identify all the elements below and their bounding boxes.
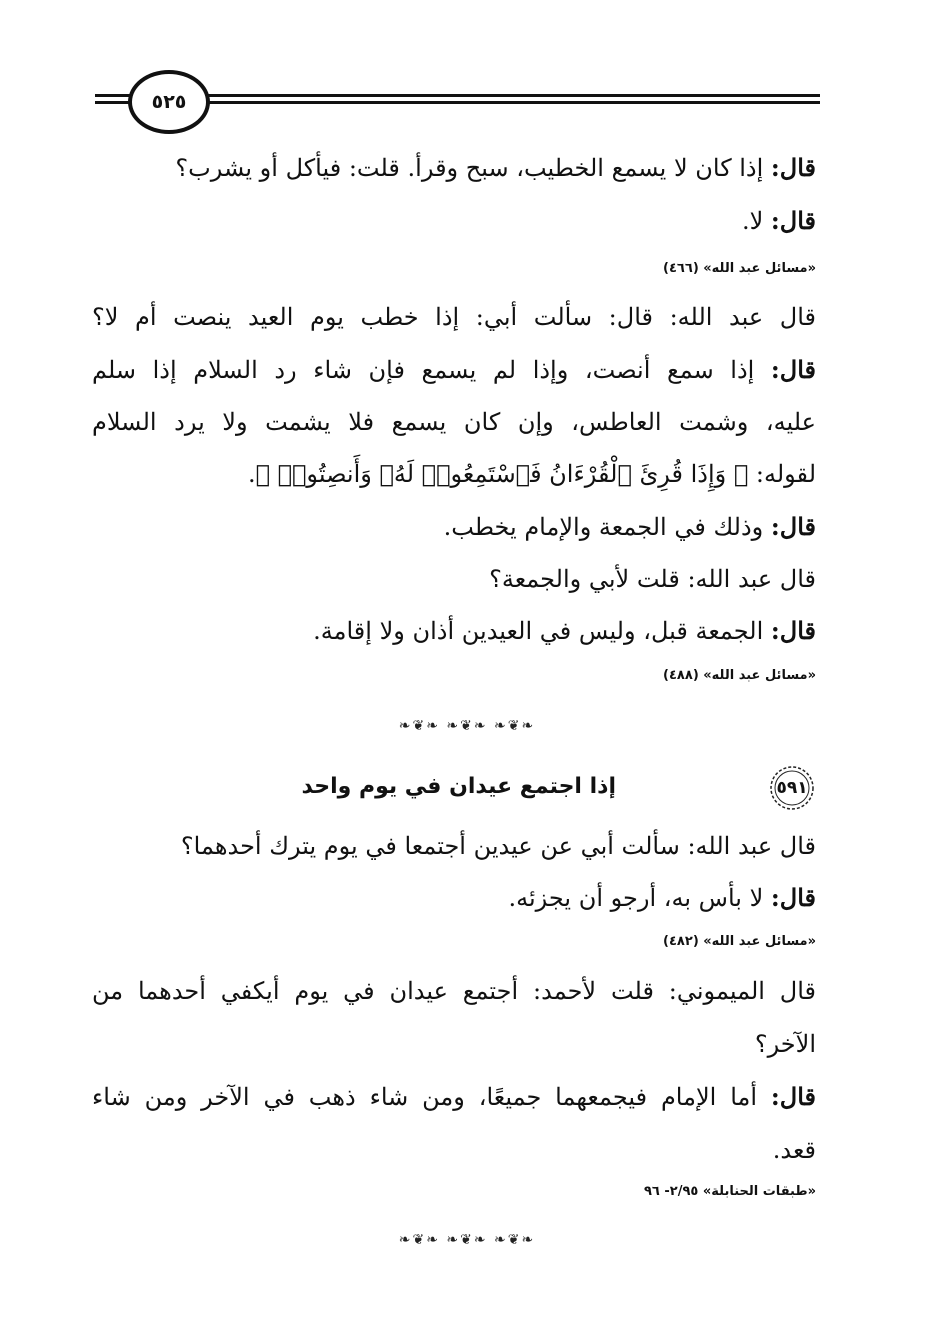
text-line [742,201,816,241]
section-number: ٥٩١ [776,778,808,798]
source-citation: «طبقات الحنابلة» ٢/٩٥- ٩٦ [643,1184,816,1199]
text-line [313,611,816,651]
text-line: قال عبد الله: قال: سألت أبي: إذا خطب يوم العيد ينصت أم لا؟ [92,303,816,331]
section-number-badge [768,764,816,812]
source-citation: «مسائل عبد الله» (٤٨٨) [663,668,816,683]
speaker-label: قال: [770,206,816,235]
line-text: إذا سمع أنصت، وإذا لم يسمع فإن شاء رد السلام إذا سلم [92,356,771,384]
page-header [95,70,820,130]
section-divider-ornament: ❧❦❧ ❧❦❧ ❧❦❧ [398,1232,536,1248]
line-text: أما الإمام فيجمعهما جميعًا، ومن شاء ذهب في الآخر ومن شاء [92,1083,771,1111]
page-number [128,70,210,134]
line-text: الجمعة قبل، وليس في العيدين أذان ولا إقامة. [313,617,771,645]
speaker-label: قال: [770,883,816,912]
line-text: إذا كان لا يسمع الخطيب، سبح وقرأ. قلت: فيأكل أو يشرب؟ [175,154,771,182]
text-line [92,350,816,390]
section-title: إذا اجتمع عيدان في يوم واحد [301,774,616,799]
text-line [444,507,816,547]
speaker-label: قال: [770,512,816,541]
speaker-label: قال: [770,355,816,384]
text-line: الآخر؟ [754,1030,816,1058]
text-line: قال الميموني: قلت لأحمد: أجتمع عيدان في يوم أيكفي أحدهما من [92,977,816,1005]
quran-verse-line: لقوله: ﴿ وَإِذَا قُرِئَ ٱلْقُرْءَانُ فَٱسْتَمِعُوا۟ لَهُۥ وَأَنصِتُوا۟ ﴾. [247,460,816,488]
page-number-text: ٥٢٥ [151,91,187,113]
text-line: قال عبد الله: قلت لأبي والجمعة؟ [489,565,816,593]
section-divider-ornament: ❧❦❧ ❧❦❧ ❧❦❧ [398,718,536,734]
text-line: عليه، وشمت العاطس، وإن كان يسمع فلا يشمت ولا يرد السلام [92,408,816,436]
text-line [175,148,816,188]
line-text: وذلك في الجمعة والإمام يخطب. [443,513,771,541]
line-text: لا. [741,207,771,235]
text-line [92,1077,816,1117]
source-citation: «مسائل عبد الله» (٤٨٢) [663,934,816,949]
text-line: قال عبد الله: سألت أبي عن عيدين أجتمعا في يوم يترك أحدهما؟ [180,832,816,860]
line-text: لا بأس به، أرجو أن يجزئه. [508,884,771,912]
speaker-label: قال: [770,153,816,182]
text-line: قعد. [772,1136,816,1164]
speaker-label: قال: [770,1082,816,1111]
source-citation: «مسائل عبد الله» (٤٦٦) [663,261,816,276]
text-line [508,878,816,918]
speaker-label: قال: [770,616,816,645]
